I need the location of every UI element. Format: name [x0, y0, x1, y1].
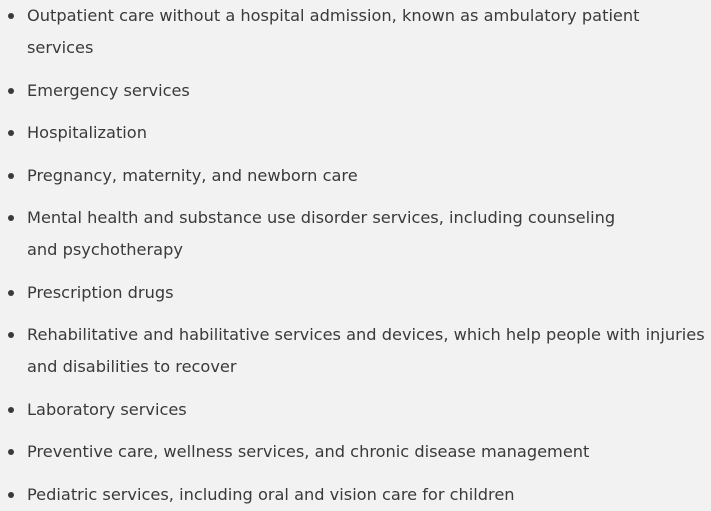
list-item: [0, 160, 711, 192]
list-item-text: Laboratory services: [27, 399, 187, 419]
list-item-text: Pregnancy, maternity, and newborn care: [27, 165, 358, 185]
list-item: [0, 0, 711, 64]
bullet-icon: [8, 407, 14, 413]
list-item: [0, 202, 711, 266]
list-item-text: Mental health and substance use disorder services, including counseling and psychotherapy: [27, 208, 616, 259]
bullet-icon: [8, 215, 14, 221]
list-item-text: Rehabilitative and habilitative services and devices, which help people with injuries and disabilities to recover: [27, 325, 705, 376]
list-item: [0, 117, 711, 149]
bullet-icon: [8, 88, 14, 94]
bullet-icon: [8, 13, 14, 19]
bullet-icon: [8, 290, 14, 296]
list-item-text: Hospitalization: [27, 123, 147, 142]
list-item: [0, 436, 711, 468]
list-item: [0, 277, 711, 309]
list-item: [0, 75, 711, 107]
bullet-icon: [8, 173, 14, 179]
list-item: [0, 394, 711, 426]
list-item-text: Emergency services: [27, 80, 190, 100]
list-item: [0, 479, 711, 511]
bullet-icon: [8, 449, 14, 455]
list-item: [0, 319, 711, 383]
bullet-icon: [8, 130, 14, 136]
list-item-text: Preventive care, wellness services, and chronic disease management: [27, 442, 590, 461]
list-item-text: Outpatient care without a hospital admission, known as ambulatory patient services: [27, 6, 640, 57]
bullet-icon: [8, 492, 14, 498]
bullet-icon: [8, 332, 14, 338]
list-item-text: Prescription drugs: [27, 282, 174, 302]
list-item-text: Pediatric services, including oral and vision care for children: [27, 484, 515, 504]
